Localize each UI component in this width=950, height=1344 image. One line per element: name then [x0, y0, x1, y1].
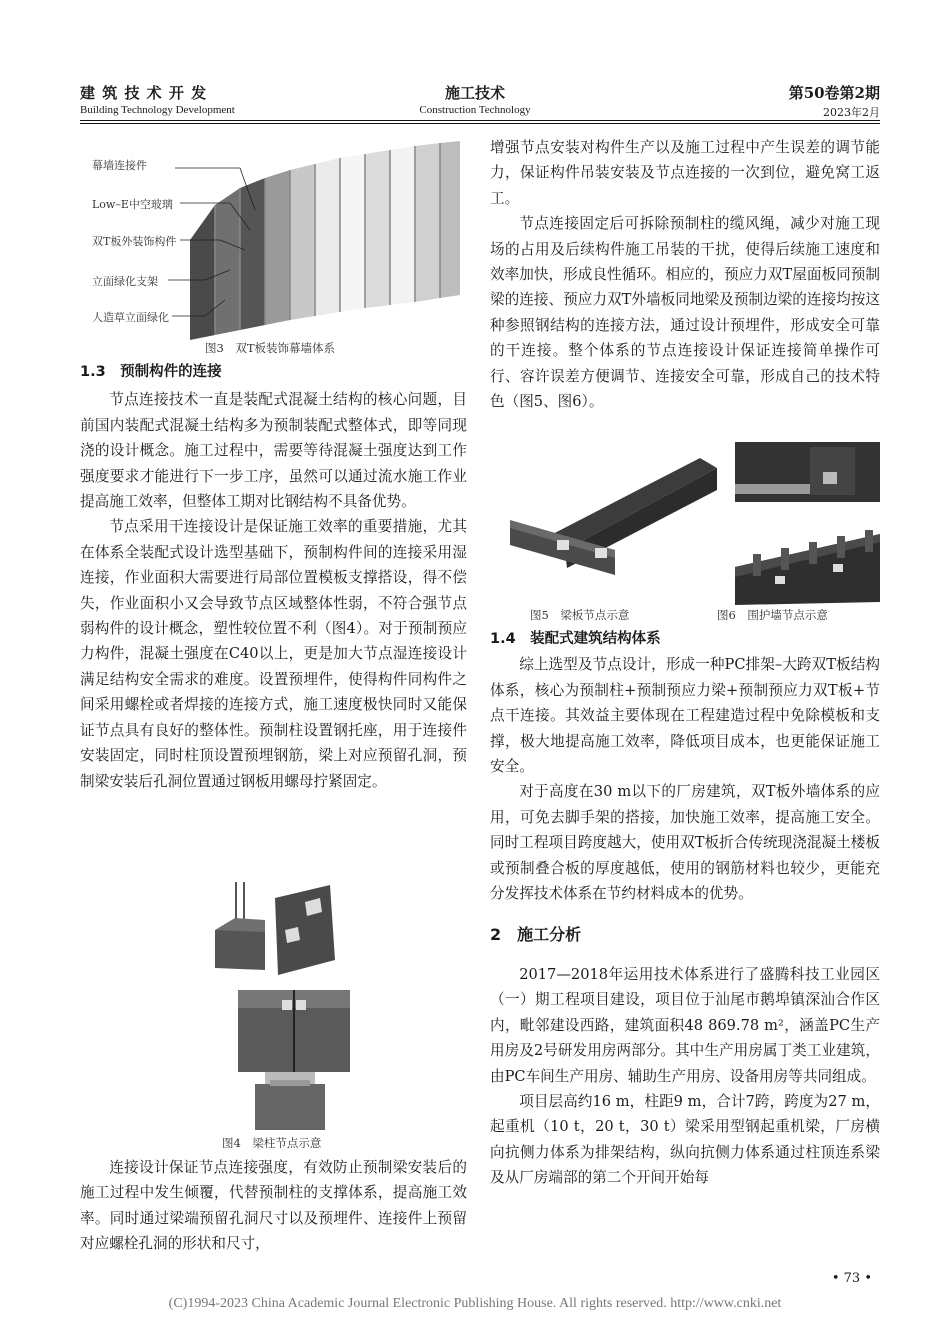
header-rule [80, 120, 880, 121]
figure-5-caption: 图5 梁板节点示意 [530, 608, 630, 622]
figure-4 [210, 880, 360, 1130]
left-column-bottom [80, 1155, 467, 1257]
figure-5-illustration [505, 450, 720, 600]
paragraph: 对于高度在30 m以下的厂房建筑，双T板外墙体系的应用，可免去脚手架的搭接，加快施工效率，提高施工安全。同时工程项目跨度越大，使用双T板折合传统现浇混凝土楼板或预制叠合板的厚度越低，使用的钢筋材料也较少，更能充分发挥技术体系在节约材料成本的优势。 [490, 783, 880, 903]
figure-6 [735, 442, 880, 605]
fig3-label-connector: 幕墙连接件 [92, 159, 147, 172]
section-title-en: Construction Technology [419, 104, 531, 116]
figure-6-illustration [735, 442, 880, 605]
issue-date: 2023年2月 [823, 106, 880, 119]
paragraph: 增强节点安装对构件生产以及施工过程中产生误差的调节能力，保证构件吊装安装及节点连接的一次到位，避免窝工返工。 [490, 139, 880, 207]
fig3-label-decoration: 双T板外装饰构件 [92, 235, 177, 248]
section-2-heading: 2 施工分析 [490, 925, 582, 945]
fig3-label-greening-support: 立面绿化支架 [92, 275, 158, 288]
section-1-3-heading: 1.3 预制构件的连接 [80, 364, 222, 380]
paragraph: 综上选型及节点设计，形成一种PC排架–大跨双T板结构体系，核心为预制柱+预制预应力梁+预制预应力双T板+节点干连接。其效益主要体现在工程建造过程中免除模板和支撑，极大地提高施工效率，降低项目成本，也更能保证施工安全。 [490, 656, 880, 776]
paragraph: 节点连接技术一直是装配式混凝土结构的核心问题，目前国内装配式混凝土结构多为预制装配式整体式，即等同现浇的设计概念。施工过程中，需要等待混凝土强度达到工作强度要求才能进行下一步工序，虽然可以通过流水施工作业提高施工效率，但整体工期对比钢结构不具备优势。 [80, 391, 467, 511]
figure-5 [505, 450, 720, 600]
figure-4-illustration [210, 880, 360, 1130]
figure-3-caption: 图3 双T板装饰幕墙体系 [205, 341, 335, 355]
figure-6-caption: 图6 围护墙节点示意 [717, 608, 828, 622]
right-column-top [490, 135, 880, 414]
journal-title-en: Building Technology Development [80, 104, 235, 116]
paragraph: 连接设计保证节点连接强度，有效防止预制梁安装后的施工过程中发生倾覆，代替预制柱的支撑体系，提高施工效率。同时通过梁端预留孔洞尺寸以及预埋件、连接件上预留对应螺栓孔洞的形状和尺寸， [80, 1159, 467, 1253]
fig3-label-artificial-grass: 人造草立面绿化 [92, 311, 169, 324]
paragraph: 节点采用干连接设计是保证施工效率的重要措施，尤其在体系全装配式设计选型基础下，预制构件间的连接采用湿连接，作业面积大需要进行局部位置模板支撑搭设，得不偿失，作业面积小又会导致节点区域整体性弱，不符合强节点弱构件的设计概念，塑性较位置不利（图4）。对于预制预应力构件，混凝土强度在C40以上，更是加大节点湿连接设计满足结构安全需求的难度。设置预埋件，使得构件同构件之间采用螺栓或者焊接的连接方式，施工速度极快同时又能保证节点具有良好的整体性。预制柱设置钢托座，用于连接件安装固定，同时柱顶设置预埋钢筋，梁上对应预留孔洞，预制梁安装后孔洞位置通过钢板用螺母拧紧固定。 [80, 518, 467, 790]
copyright-footer: (C)1994-2023 China Academic Journal Electronic Publishing House. All rights reserved. http://www.cnki.net [168, 1296, 782, 1311]
journal-title-cn: 建 筑 技 术 开 发 [80, 84, 208, 102]
right-column-bottom [490, 627, 880, 1191]
paragraph: 节点连接固定后可拆除预制柱的缆风绳，减少对施工现场的占用及后续构件施工吊装的干扰，使得后续施工速度和效率加快，形成良性循环。相应的，预应力双T屋面板同预制梁的连接、预应力双T外墙板同地梁及预制边梁的连接均按这种参照钢结构的连接方法，通过设计预埋件，形成安全可靠的干连接。整个体系的节点连接设计保证连接简单操作可行、容许误差方便调节、连接安全可靠，形成自己的技术特色（图5、图6）。 [490, 215, 880, 411]
volume-issue: 第50卷第2期 [788, 84, 880, 102]
header-rule-thin [80, 123, 880, 124]
paragraph: 2017—2018年运用技术体系进行了盛腾科技工业园区（一）期工程项目建设，项目位于汕尾市鹅埠镇深汕合作区内，毗邻建设西路，建筑面积48 869.78 m²，涵盖PC生产用房及2号研发用房两部分。其中生产用房属丁类工业建筑，由PC车间生产用房、辅助生产用房、设备用房等共同组成。 [490, 965, 880, 1085]
left-column-top [80, 360, 467, 794]
page-number: • 73 • [831, 1271, 872, 1286]
figure-4-caption: 图4 梁柱节点示意 [222, 1136, 322, 1150]
paragraph: 项目层高约16 m，柱距9 m，合计7跨，跨度为27 m，起重机（10 t，20 t，30 t）梁采用型钢起重机梁，厂房横向抗侧力体系为排架结构，纵向抗侧力体系通过柱顶连系梁及从厂房端部的第二个开间开始每 [490, 1092, 880, 1187]
section-1-4-heading: 1.4 装配式建筑结构体系 [490, 631, 661, 647]
fig3-label-glass: Low–E中空玻璃 [92, 198, 173, 211]
section-title-cn: 施工技术 [444, 84, 505, 102]
